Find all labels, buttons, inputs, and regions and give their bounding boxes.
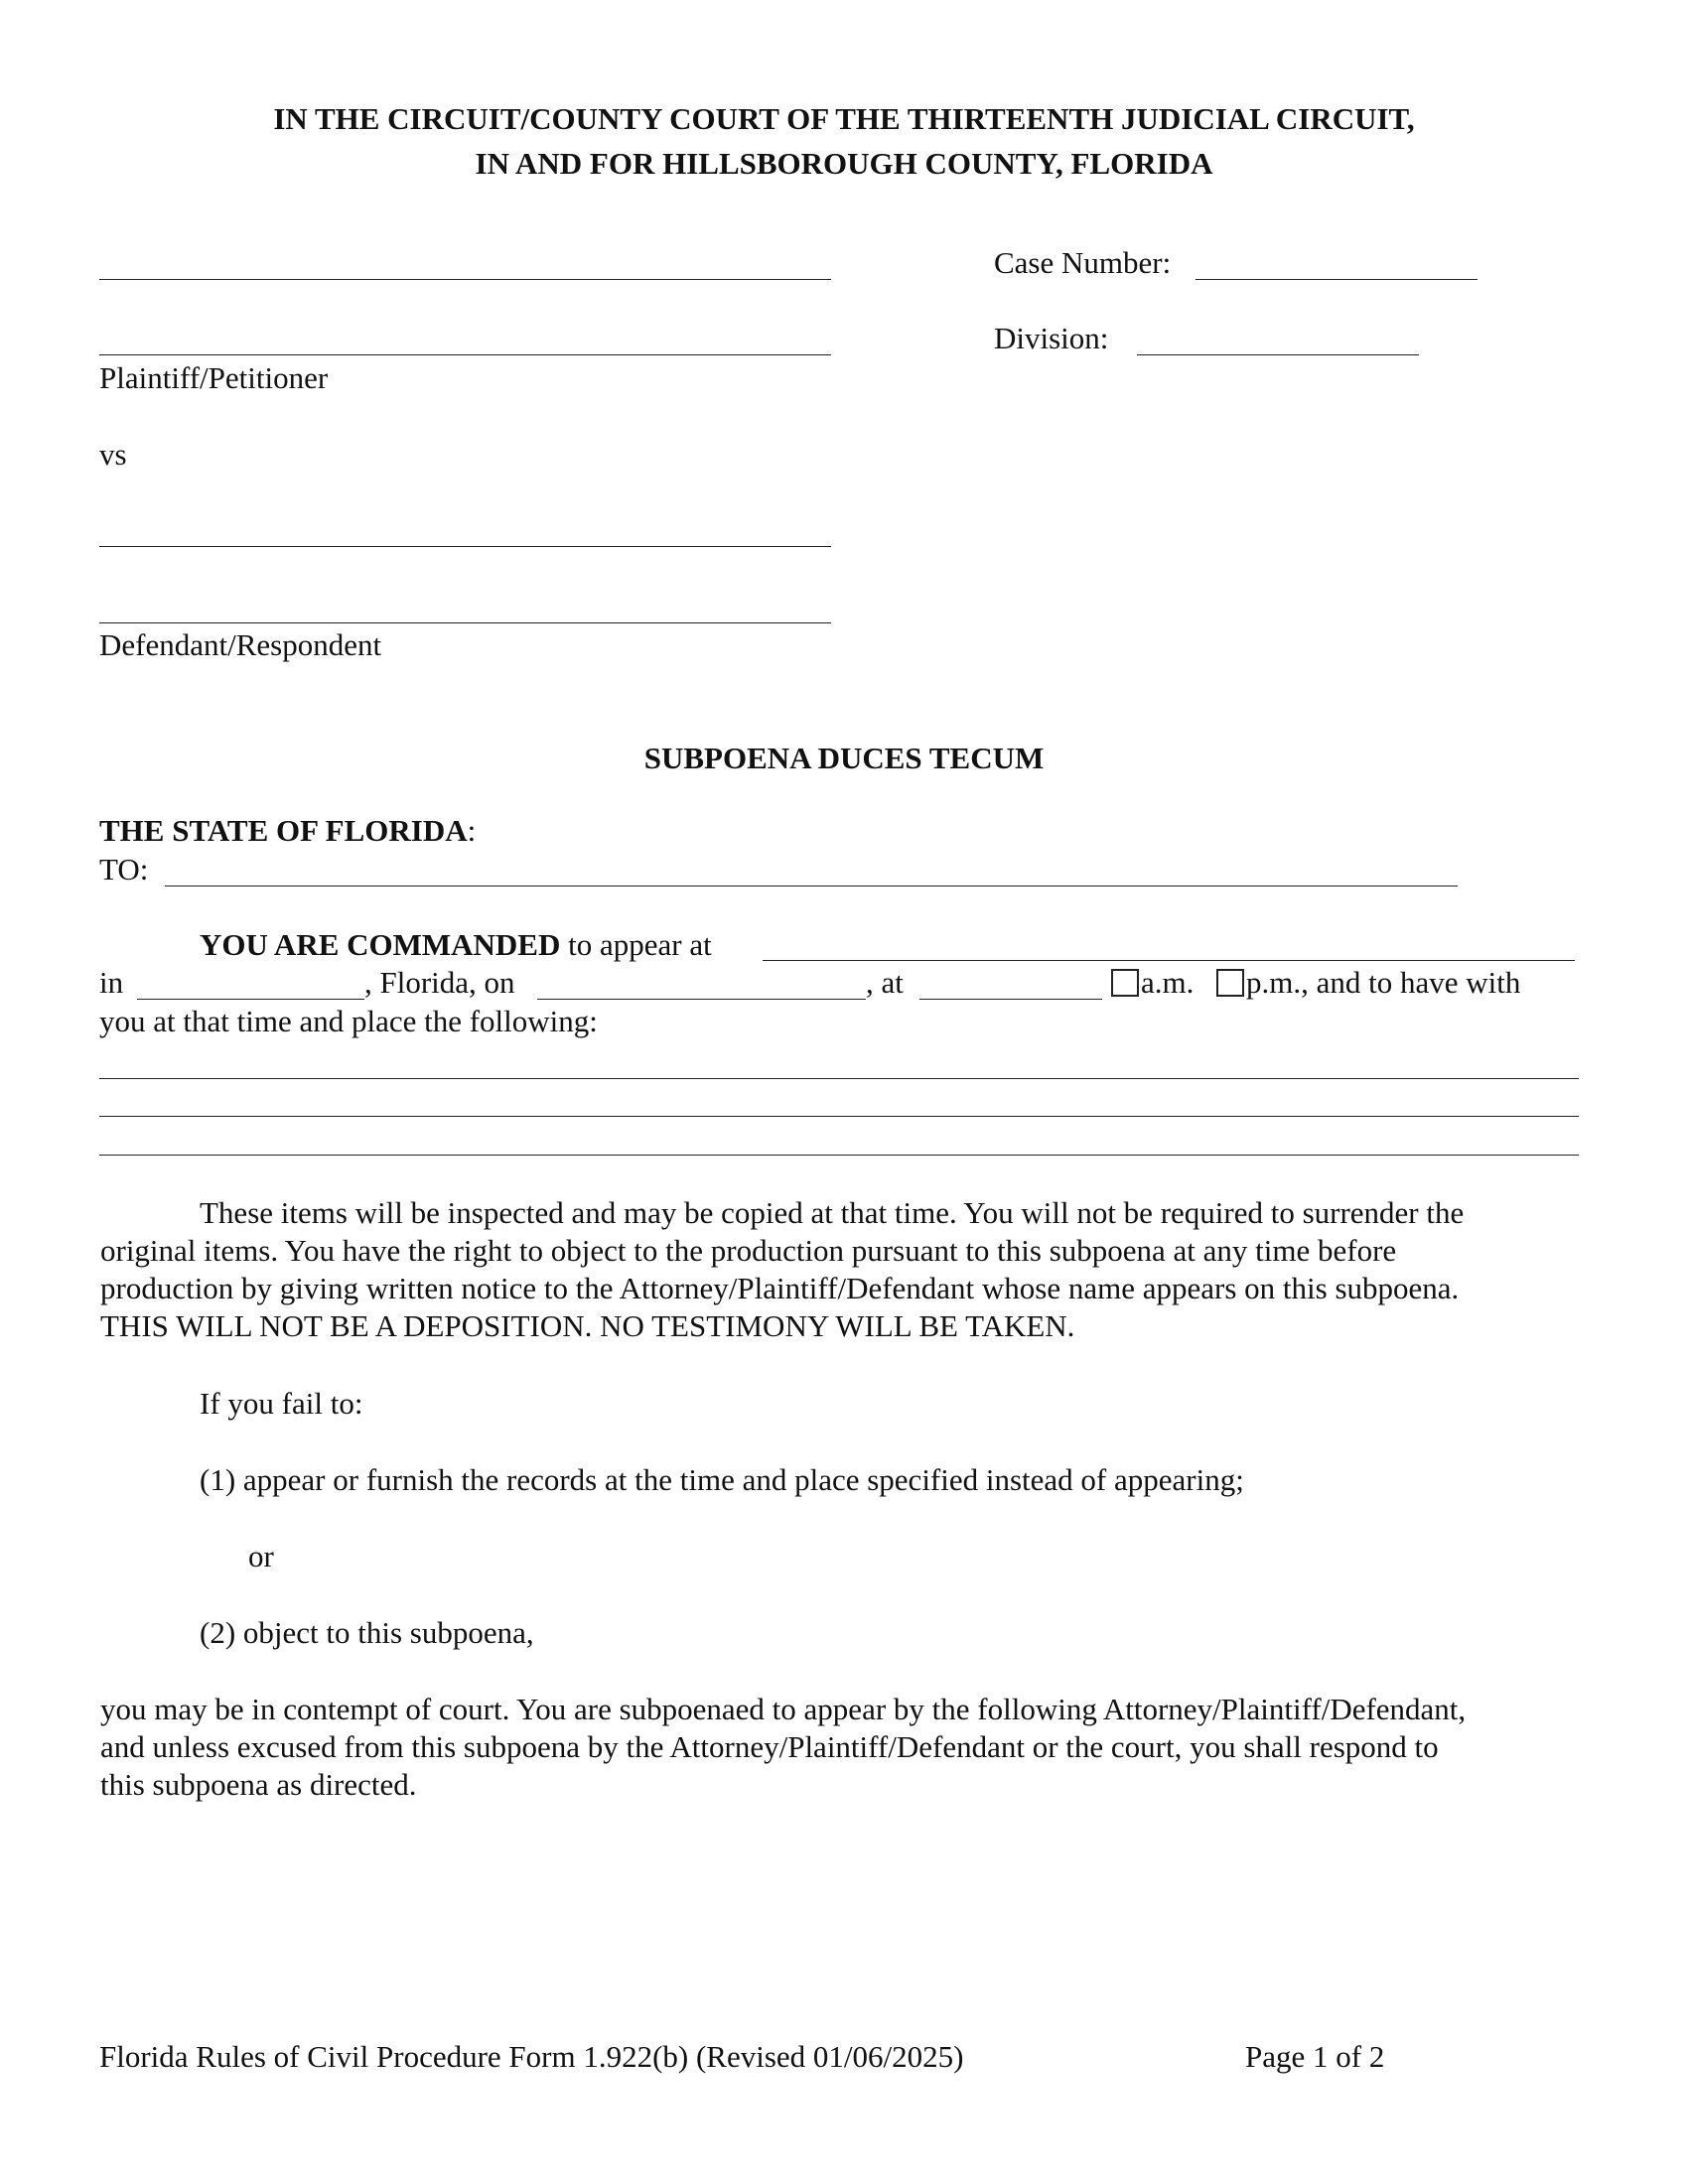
inspection-paragraph	[100, 1194, 1590, 1345]
court-header-line-1: IN THE CIRCUIT/COUNTY COURT OF THE THIRTEENTH JUDICIAL CIRCUIT,	[273, 101, 1415, 136]
plaintiff-line-1[interactable]	[99, 279, 831, 280]
in-label: in	[99, 965, 124, 1000]
pm-option[interactable]	[1216, 964, 1520, 1002]
appear-at-text: to appear at	[560, 927, 712, 962]
page-number: Page 1 of 2	[1245, 2039, 1385, 2074]
defendant-line-2[interactable]	[99, 622, 831, 623]
contempt-line-3: this subpoena as directed.	[100, 1767, 417, 1802]
plaintiff-line-2[interactable]	[99, 354, 831, 355]
fail-item-1: (1) appear or furnish the records at the time and place specified instead of appearing;	[200, 1462, 1244, 1497]
pm-checkbox[interactable]	[1216, 969, 1244, 997]
following-text: you at that time and place the following:	[99, 1004, 598, 1038]
florida-on-text: , Florida, on	[364, 965, 515, 1000]
am-checkbox[interactable]	[1111, 969, 1139, 997]
inspection-line-3: production by giving written notice to the Attorney/Plaintiff/Defendant whose name appears on this subpoena.	[100, 1271, 1460, 1305]
items-line-1[interactable]	[99, 1078, 1579, 1079]
date-field[interactable]	[537, 999, 866, 1000]
appear-location-field[interactable]	[763, 960, 1575, 961]
court-header-line-2: IN AND FOR HILLSBOROUGH COUNTY, FLORIDA	[475, 146, 1213, 181]
fail-intro: If you fail to:	[200, 1386, 363, 1421]
inspection-line-4: THIS WILL NOT BE A DEPOSITION. NO TESTIMONY WILL BE TAKEN.	[100, 1308, 1075, 1343]
vs-label: vs	[99, 437, 127, 472]
fail-or: or	[248, 1539, 274, 1573]
contempt-line-2: and unless excused from this subpoena by the Attorney/Plaintiff/Defendant or the court, you shall respond to	[100, 1729, 1439, 1764]
at-text: , at	[866, 965, 904, 1000]
items-line-3[interactable]	[99, 1155, 1579, 1156]
contempt-paragraph	[100, 1691, 1590, 1804]
case-number-field[interactable]	[1196, 279, 1477, 280]
contempt-line-1: you may be in contempt of court. You are subpoenaed to appear by the following Attorney/Plaintiff/Defendant,	[100, 1692, 1467, 1726]
inspection-line-1: These items will be inspected and may be copied at that time. You will not be required to surrender the	[200, 1195, 1465, 1230]
am-label: a.m.	[1141, 965, 1195, 1000]
am-option[interactable]	[1111, 964, 1194, 1002]
form-identifier: Florida Rules of Civil Procedure Form 1.922(b) (Revised 01/06/2025)	[99, 2039, 964, 2074]
defendant-line-1[interactable]	[99, 546, 831, 547]
plaintiff-label: Plaintiff/Petitioner	[99, 360, 329, 395]
items-line-2[interactable]	[99, 1116, 1579, 1117]
defendant-label: Defendant/Respondent	[99, 627, 382, 662]
time-field[interactable]	[919, 999, 1102, 1000]
inspection-line-2: original items. You have the right to object to the production pursuant to this subpoena at any time before	[100, 1233, 1397, 1268]
to-label: TO:	[99, 852, 149, 887]
document-title: SUBPOENA DUCES TECUM	[643, 741, 1045, 775]
pm-label: p.m., and to have with	[1246, 965, 1521, 1000]
commanded-lead: YOU ARE COMMANDED	[200, 927, 561, 962]
fail-item-2: (2) object to this subpoena,	[200, 1615, 534, 1650]
state-of-florida-line	[99, 812, 476, 850]
command-line-1	[200, 926, 712, 964]
state-label: THE STATE OF FLORIDA	[99, 813, 468, 848]
to-recipient-field[interactable]	[165, 886, 1458, 887]
case-number-label: Case Number:	[994, 245, 1172, 280]
division-field[interactable]	[1137, 354, 1419, 355]
city-field[interactable]	[137, 999, 364, 1000]
division-label: Division:	[994, 321, 1109, 355]
state-colon: :	[467, 813, 477, 848]
